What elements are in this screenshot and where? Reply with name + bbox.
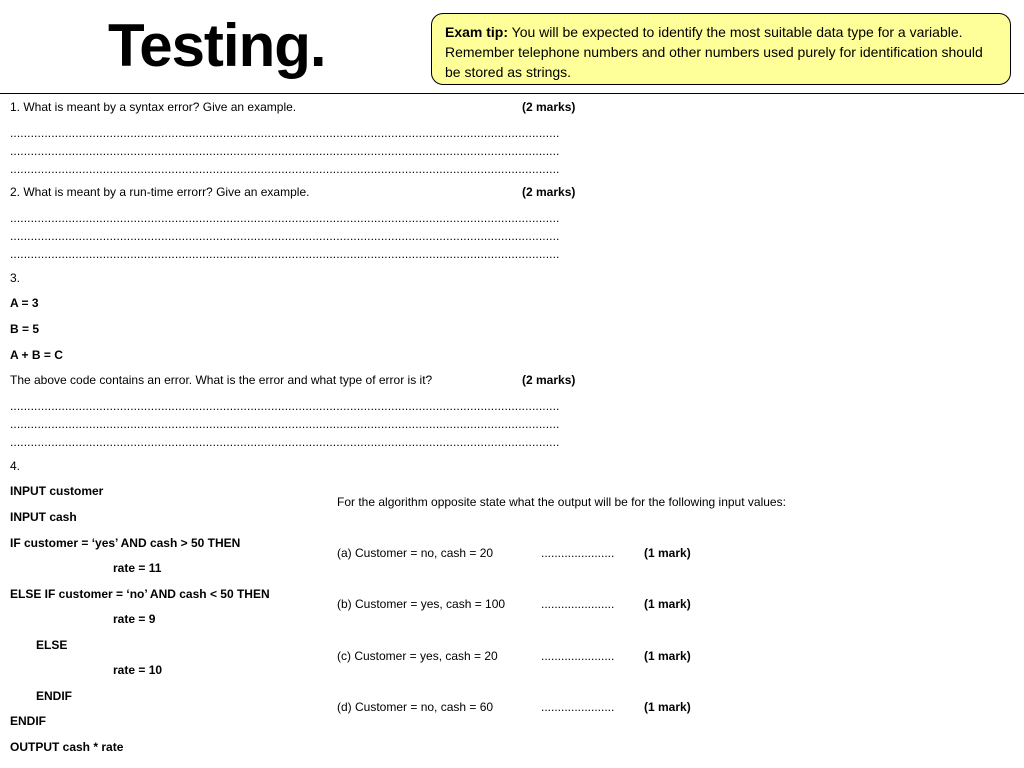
code-line: B = 5 (10, 322, 40, 336)
answer-line[interactable]: ................................................................................................................................................................ (10, 229, 560, 243)
code-line: IF customer = ‘yes’ AND cash > 50 THEN (10, 536, 241, 550)
question-1-text: 1. What is meant by a syntax error? Give an example. (10, 100, 297, 114)
answer-line[interactable]: ................................................................................................................................................................ (10, 144, 560, 158)
answer-line[interactable]: ................................................................................................................................................................ (10, 435, 560, 449)
code-line: ENDIF (10, 714, 46, 728)
answer-line[interactable]: ................................................................................................................................................................ (10, 211, 560, 225)
code-line: ENDIF (36, 689, 72, 703)
answer-line[interactable]: ................................................................................................................................................................ (10, 399, 560, 413)
part-c-answer[interactable]: ...................... (541, 649, 615, 663)
part-c-marks: (1 mark) (644, 649, 691, 663)
code-line: rate = 9 (113, 612, 156, 626)
code-line: INPUT cash (10, 510, 77, 524)
part-b-answer[interactable]: ...................... (541, 597, 615, 611)
part-b-label: (b) Customer = yes, cash = 100 (337, 597, 506, 611)
question-2-text: 2. What is meant by a run-time errorr? Give an example. (10, 185, 310, 199)
question-4-instruction: For the algorithm opposite state what the output will be for the following input values: (337, 495, 786, 509)
code-line: OUTPUT cash * rate (10, 740, 124, 754)
answer-line[interactable]: ................................................................................................................................................................ (10, 126, 560, 140)
question-3-text: The above code contains an error. What is the error and what type of error is it? (10, 373, 433, 387)
part-c-label: (c) Customer = yes, cash = 20 (337, 649, 498, 663)
code-line: ELSE IF customer = ‘no’ AND cash < 50 THEN (10, 587, 270, 601)
code-line: A = 3 (10, 296, 39, 310)
question-1-marks: (2 marks) (522, 100, 576, 114)
answer-line[interactable]: ................................................................................................................................................................ (10, 162, 560, 176)
exam-tip-label: Exam tip: (445, 24, 509, 40)
code-line: A + B = C (10, 348, 63, 362)
question-4-number: 4. (10, 459, 21, 473)
exam-tip-text: You will be expected to identify the most suitable data type for a variable. Remember telephone numbers and other numbers used purely for identification should be stored as strings. (445, 24, 983, 80)
question-3-marks: (2 marks) (522, 373, 576, 387)
part-b-marks: (1 mark) (644, 597, 691, 611)
page-title: Testing. (108, 12, 326, 79)
code-line: rate = 10 (113, 663, 163, 677)
code-line: ELSE (36, 638, 68, 652)
question-3-number: 3. (10, 271, 21, 285)
part-d-label: (d) Customer = no, cash = 60 (337, 700, 494, 714)
part-a-label: (a) Customer = no, cash = 20 (337, 546, 494, 560)
answer-line[interactable]: ................................................................................................................................................................ (10, 417, 560, 431)
question-2-marks: (2 marks) (522, 185, 576, 199)
code-line: rate = 11 (113, 561, 162, 575)
header-divider (0, 93, 1024, 94)
part-a-answer[interactable]: ...................... (541, 546, 615, 560)
exam-tip-box (431, 13, 1011, 85)
part-d-marks: (1 mark) (644, 700, 691, 714)
part-a-marks: (1 mark) (644, 546, 691, 560)
code-line: INPUT customer (10, 484, 104, 498)
part-d-answer[interactable]: ...................... (541, 700, 615, 714)
answer-line[interactable]: ................................................................................................................................................................ (10, 247, 560, 261)
